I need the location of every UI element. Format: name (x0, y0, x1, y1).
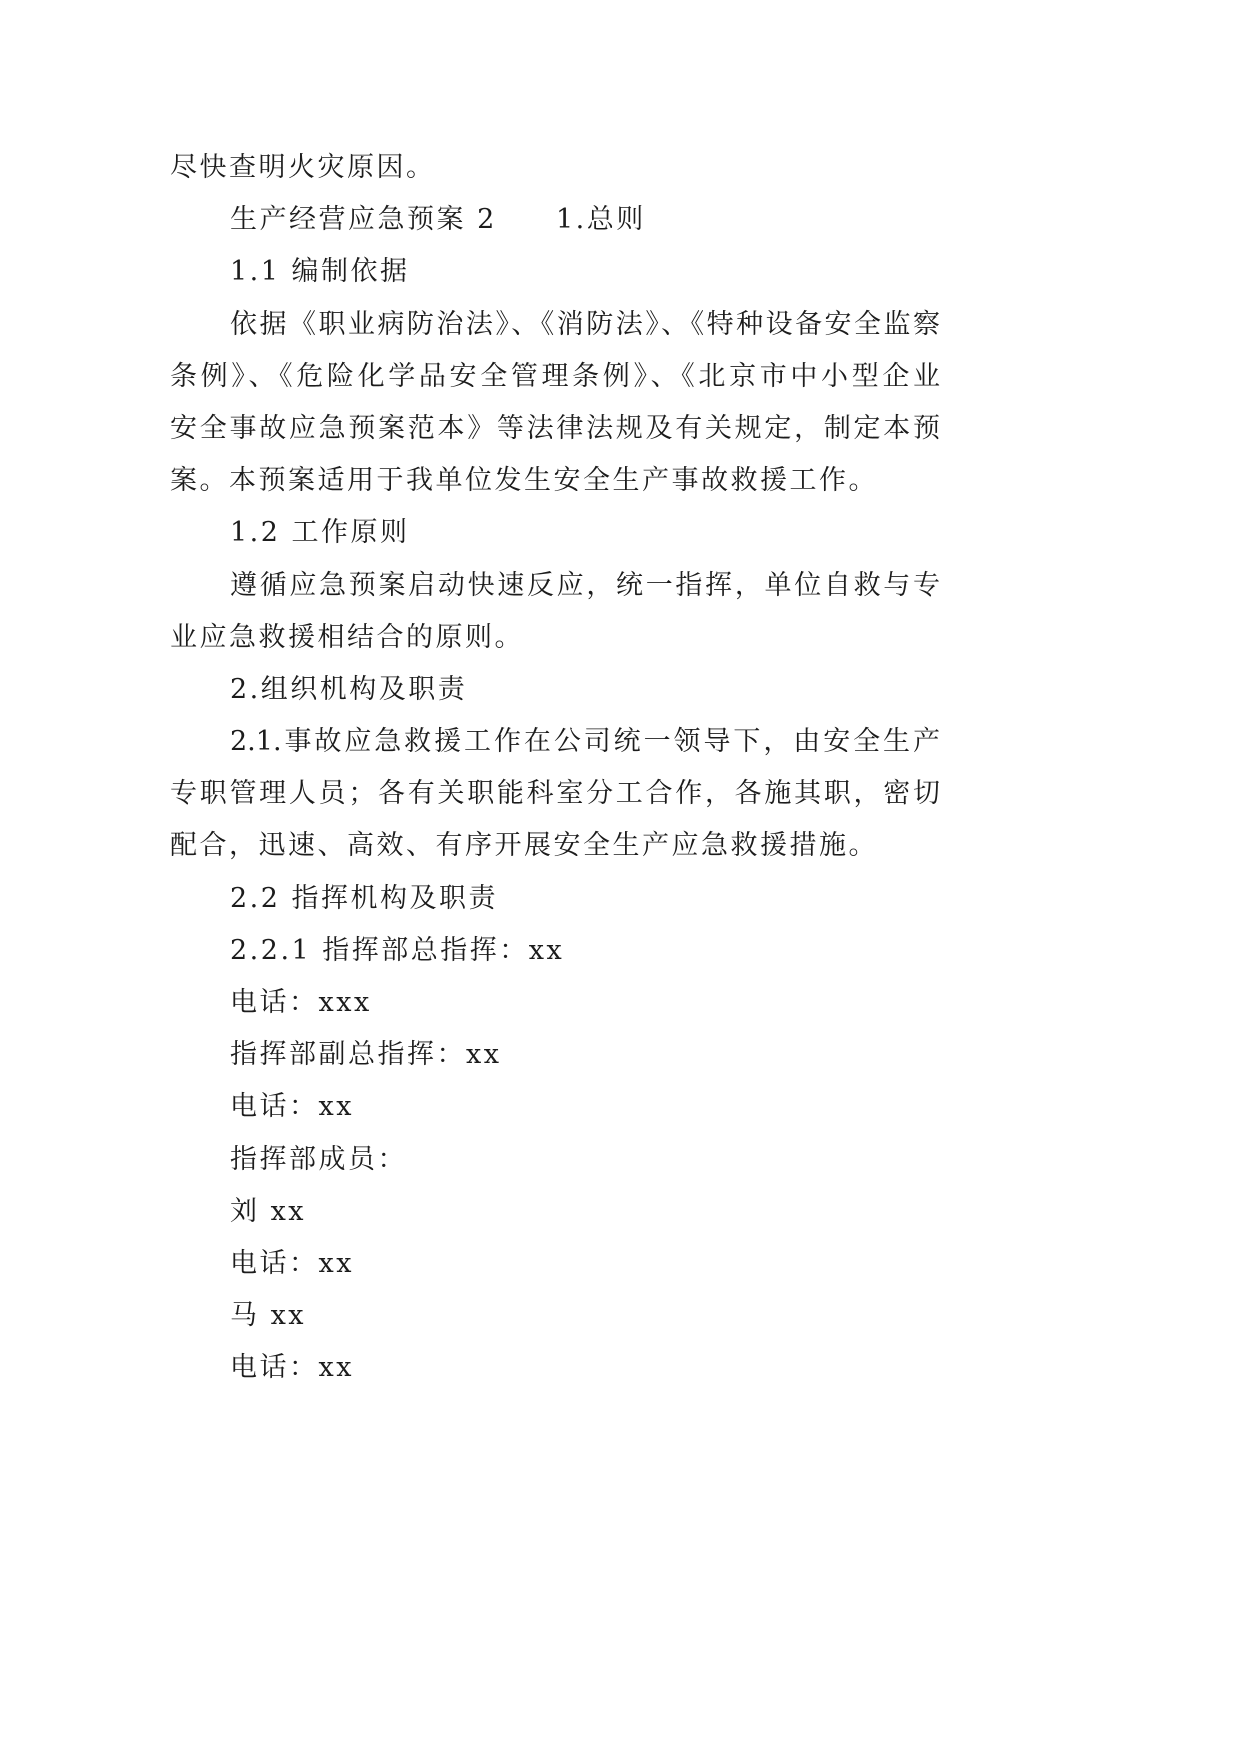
plan-title: 生产经营应急预案 2 (230, 204, 497, 236)
contact-line: 电话：xxx (230, 987, 372, 1018)
paragraph-line: 2.1.事故应急救援工作在公司统一领导下，由安全生产 (230, 726, 940, 758)
paragraph-line: 条例》、《危险化学品安全管理条例》、《北京市中小型企业 (170, 360, 940, 392)
subsection-heading: 1.1 编制依据 (230, 256, 410, 288)
paragraph-line: 案。本预案适用于我单位发生安全生产事故救援工作。 (170, 465, 878, 497)
section-heading: 1.总则 (556, 204, 646, 236)
paragraph-line: 安全事故应急预案范本》等法律法规及有关规定，制定本预 (170, 412, 940, 444)
contact-line: 电话：xx (230, 1091, 354, 1123)
section-heading: 2.组织机构及职责 (230, 673, 468, 705)
paragraph-line: 专职管理人员；各有关职能科室分工合作，各施其职，密切 (170, 778, 940, 810)
paragraph-line: 尽快查明火灾原因。 (170, 152, 436, 183)
contact-line: 刘 xx (230, 1195, 307, 1227)
contact-line: 2.2.1 指挥部总指挥：xx (230, 934, 565, 966)
contact-line: 指挥部成员： (230, 1143, 407, 1175)
plan-title-line (0, 194, 1241, 246)
subsection-heading: 1.2 工作原则 (230, 517, 410, 549)
contact-line: 电话：xx (230, 1247, 354, 1279)
paragraph-line: 遵循应急预案启动快速反应，统一指挥，单位自救与专 (230, 569, 940, 601)
paragraph-line: 依据《职业病防治法》、《消防法》、《特种设备安全监察 (230, 308, 940, 340)
paragraph-line: 配合，迅速、高效、有序开展安全生产应急救援措施。 (170, 830, 878, 862)
contact-line: 马 xx (230, 1300, 307, 1332)
contact-line: 电话：xx (230, 1352, 354, 1384)
paragraph-line: 业应急救援相结合的原则。 (170, 621, 524, 653)
contact-line: 指挥部副总指挥：xx (230, 1039, 502, 1071)
subsection-heading: 2.2 指挥机构及职责 (230, 882, 499, 914)
document-body (0, 142, 1241, 1395)
